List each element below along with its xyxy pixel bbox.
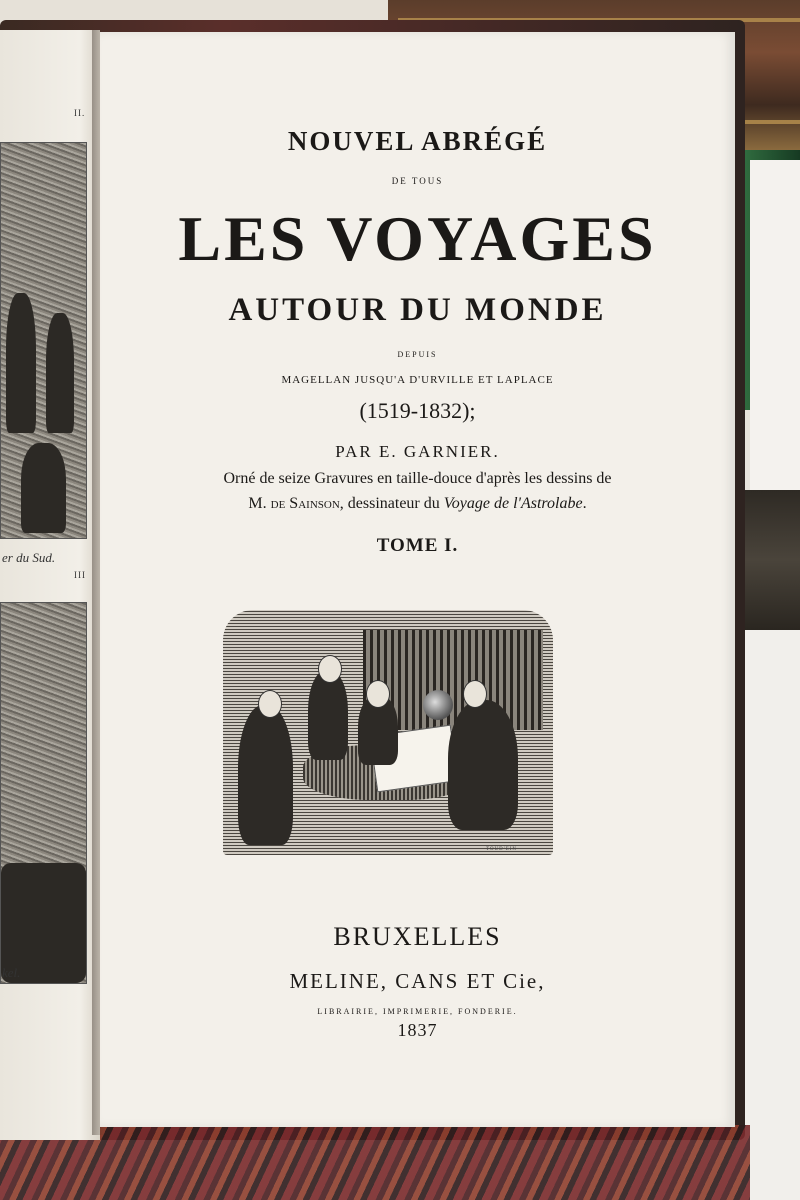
publisher: MELINE, CANS ET Cie, (289, 969, 546, 993)
marbled-edge (0, 1125, 750, 1200)
plate-number-middle: III (74, 570, 86, 580)
city: BRUXELLES (333, 922, 502, 951)
illustration-note: Orné de seize Gravures en taille-douce d'après les dessins de (223, 470, 612, 487)
illustrator-end: . (582, 495, 587, 512)
volume-number: TOME I. (376, 535, 459, 556)
plate-caption-middle: er du Sud. (2, 550, 56, 565)
plate-number-top: II. (74, 108, 86, 118)
title-les-voyages: LES VOYAGES (178, 203, 657, 274)
author-line: PAR E. GARNIER. (335, 442, 500, 461)
title-nouvel-abrege: NOUVEL ABRÉGÉ (287, 126, 548, 156)
title-dates: (1519-1832); (359, 398, 476, 423)
publication-year: 1837 (397, 1020, 438, 1040)
engraver-signature: TOUD'EIN (486, 847, 518, 852)
illustrator-name: M. de Sainson (248, 495, 340, 512)
title-autour-du-monde: AUTOUR DU MONDE (228, 292, 607, 328)
background-white-surface (750, 160, 800, 490)
voyage-title: Voyage de l'Astrolabe (443, 495, 583, 512)
title-page (100, 32, 735, 1127)
plate-caption-bottom: kel. (2, 965, 21, 980)
left-page-plates (0, 30, 100, 1140)
publisher-subtitle: LIBRAIRIE, IMPRIMERIE, FONDERIE. (317, 1007, 518, 1016)
frontispiece-engraving (223, 610, 553, 855)
title-de-tous: DE TOUS (391, 176, 444, 186)
title-magellan: MAGELLAN JUSQU'A D'URVILLE ET LAPLACE (281, 374, 554, 386)
background-white-lower (740, 630, 800, 1200)
title-depuis: DEPUIS (397, 350, 438, 359)
engraved-plate-crowd (0, 602, 87, 984)
illustrator-role: , dessinateur du (339, 495, 444, 512)
illustrator-line (100, 495, 735, 513)
engraved-plate-ship (0, 142, 87, 539)
